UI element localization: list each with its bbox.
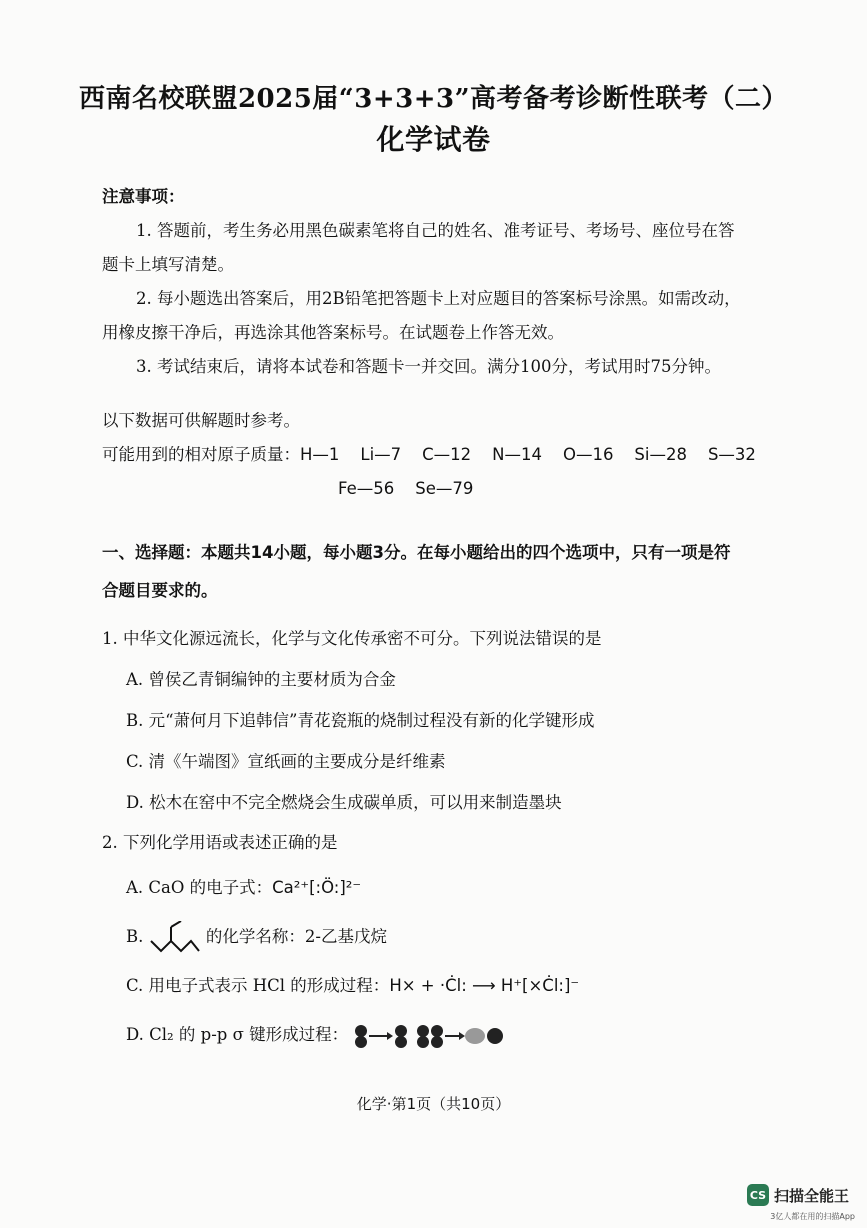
- scanner-watermark: [747, 1184, 849, 1206]
- orbital-overlap-diagram-icon: [353, 1023, 513, 1049]
- page-footer: 化学·第1页（共10页）: [356, 1095, 511, 1113]
- section-heading: [102, 534, 832, 610]
- note-line-4: 用橡皮擦干净后，再选涂其他答案标号。在试题卷上作答无效。: [102, 323, 564, 342]
- question-2-option-a-text: A. CaO 的电子式：: [126, 878, 273, 897]
- hcl-formation-formula: H× + ·Ċl: ⟶ H⁺[×Ċl:]⁻: [389, 976, 580, 995]
- question-2-stem: 2. 下列化学用语或表述正确的是: [102, 833, 338, 852]
- reference-intro: 以下数据可供解题时参考。: [102, 411, 300, 430]
- question-2-option-d-text: D. Cl₂ 的 p-p σ 键形成过程：: [126, 1025, 349, 1044]
- skeletal-structure-icon: [149, 921, 201, 955]
- question-1-option-c: C. 清《午端图》宣纸画的主要成分是纤维素: [126, 752, 446, 771]
- notes-heading: 注意事项：: [102, 187, 185, 206]
- section-heading-line-2: 合题目要求的。: [102, 581, 218, 600]
- question-2-option-c: [102, 965, 832, 1006]
- scanner-logo-icon: CS: [747, 1184, 769, 1206]
- note-line-5: 3. 考试结束后，请将本试卷和答题卡一并交回。满分100分，考试用时75分钟。: [136, 357, 721, 376]
- question-2-option-b-text: 的化学名称：2-乙基戊烷: [205, 927, 387, 946]
- scanner-tagline: 3亿人都在用的扫描App: [770, 1212, 855, 1221]
- atomic-masses-2: Fe—56 Se—79: [338, 479, 474, 498]
- question-2-option-c-text: C. 用电子式表示 HCl 的形成过程：: [126, 976, 390, 995]
- question-1-option-a: A. 曾侯乙青铜编钟的主要材质为合金: [126, 670, 396, 689]
- question-1-option-b: B. 元“萧何月下追韩信”青花瓷瓶的烧制过程没有新的化学键形成: [126, 711, 595, 730]
- notes-section: [102, 180, 832, 384]
- note-line-3: 2. 每小题选出答案后，用2B铅笔把答题卡上对应题目的答案标号涂黑。如需改动，: [136, 289, 741, 308]
- question-2-option-b-label: B.: [126, 927, 144, 946]
- reference-section: [102, 404, 832, 506]
- exam-title: 西南名校联盟2025届“3+3+3”高考备考诊断性联考（二）: [78, 84, 789, 114]
- question-2-option-d: [102, 1014, 832, 1055]
- scanner-name: 扫描全能王: [773, 1186, 849, 1205]
- cao-electron-formula: Ca²⁺[:Ö:]²⁻: [272, 878, 362, 897]
- question-1: [102, 618, 832, 823]
- exam-subtitle: 化学试卷: [376, 123, 491, 156]
- atomic-masses-1: H—1 Li—7 C—12 N—14 O—16 Si—28 S—32: [300, 445, 756, 464]
- note-line-1: 1. 答题前，考生务必用黑色碳素笔将自己的姓名、准考证号、考场号、座位号在答: [136, 221, 735, 240]
- note-line-2: 题卡上填写清楚。: [102, 255, 234, 274]
- atomic-mass-row-1: [102, 438, 832, 472]
- question-2: [102, 822, 832, 1055]
- question-1-stem: 1. 中华文化源远流长，化学与文化传承密不可分。下列说法错误的是: [102, 629, 602, 648]
- question-2-option-b: [102, 916, 832, 957]
- question-2-option-a: [102, 867, 832, 908]
- question-1-option-d: D. 松木在窑中不完全燃烧会生成碳单质，可以用来制造墨块: [126, 793, 562, 812]
- section-heading-line-1: 一、选择题：本题共14小题，每小题3分。在每小题给出的四个选项中，只有一项是符: [102, 543, 731, 562]
- atomic-mass-label: 可能用到的相对原子质量：: [102, 445, 300, 464]
